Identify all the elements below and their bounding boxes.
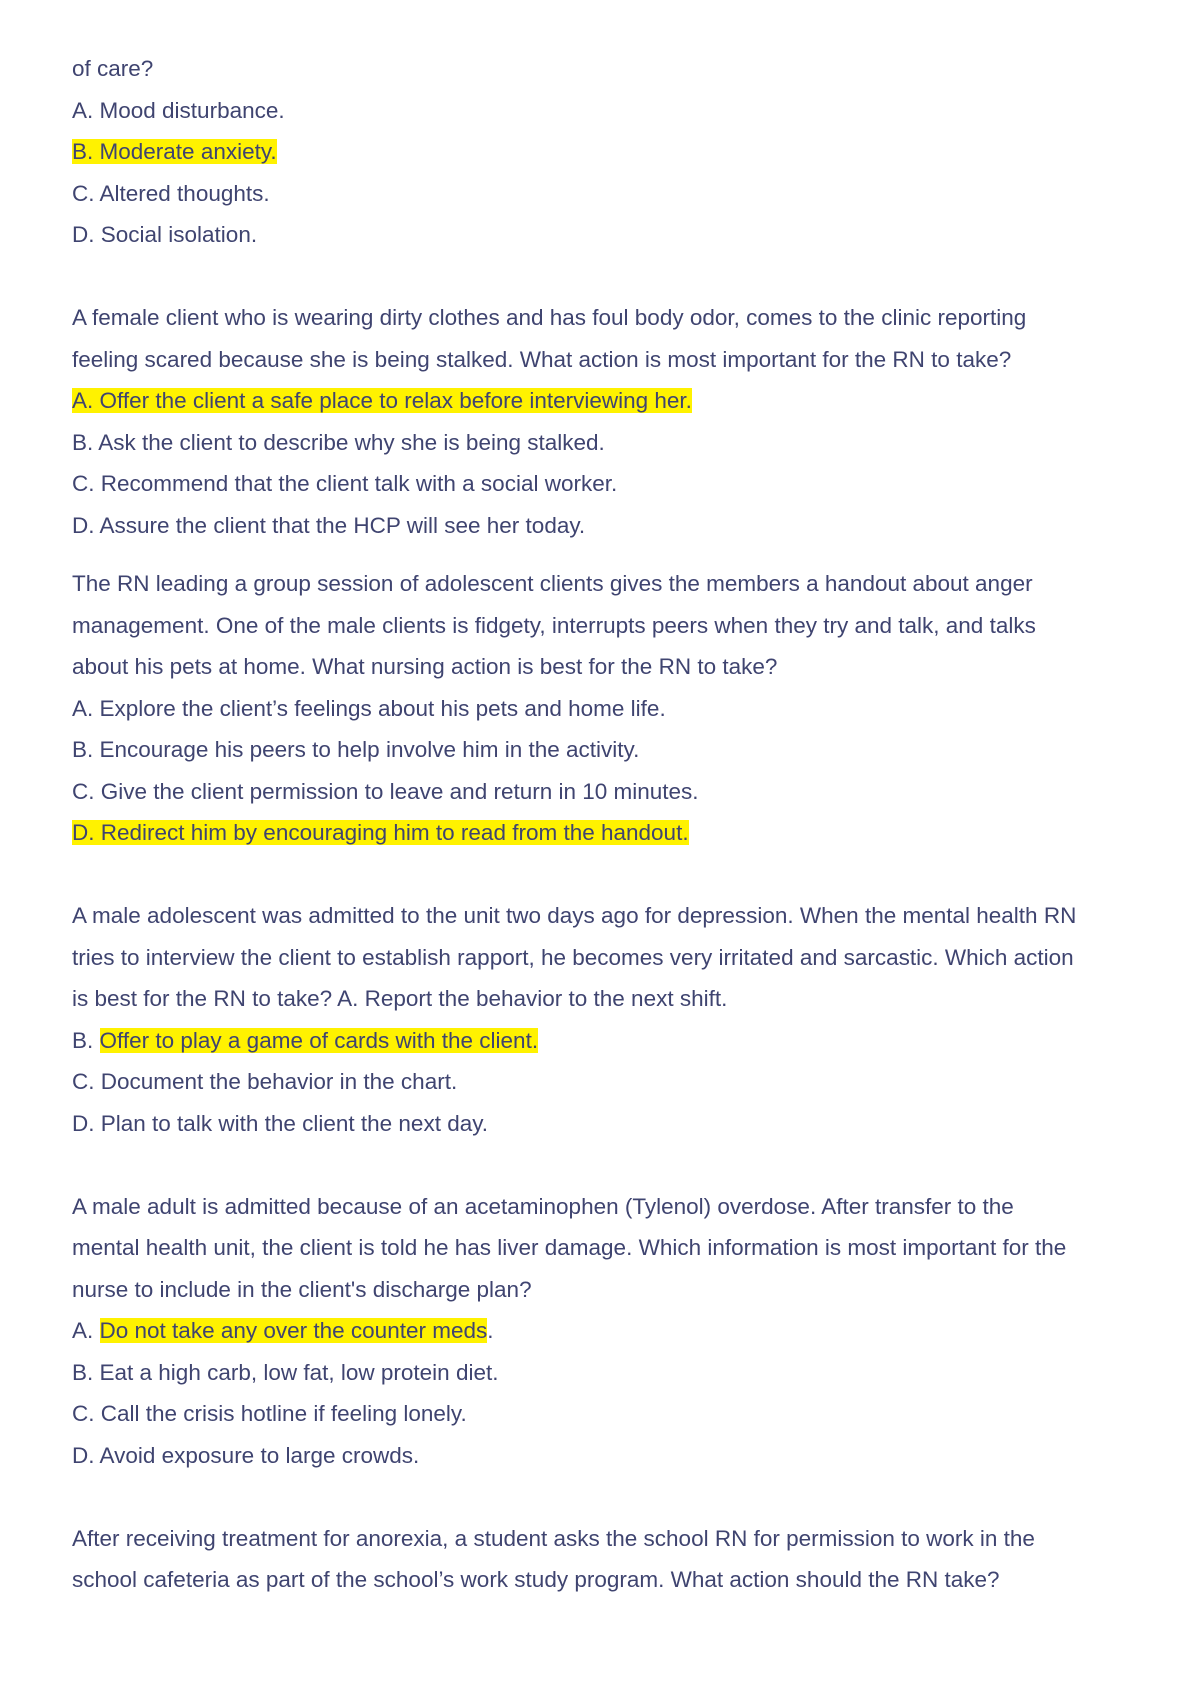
option-prefix: B. <box>72 1027 100 1053</box>
document-page <box>72 48 1152 1601</box>
question-stem-tail: of care? <box>72 56 154 81</box>
option-a: A. Explore the client’s feelings about his pets and home life. <box>72 695 666 721</box>
option-a-answer <box>72 380 1152 422</box>
option-d: D. Plan to talk with the client the next day. <box>72 1110 489 1136</box>
question-block-4 <box>72 1186 1152 1477</box>
option-suffix: . <box>487 1318 494 1343</box>
option-b: B. Ask the client to describe why she is being stalked. <box>72 429 605 455</box>
option-prefix: A. <box>72 1318 100 1343</box>
option-b-answer <box>72 1020 1152 1062</box>
question-block-2 <box>72 563 1152 854</box>
answer-highlight: B. Moderate anxiety. <box>72 139 277 164</box>
question-stem-line: management. One of the male clients is fidgety, interrupts peers when they try and talk, and talks <box>72 612 1036 638</box>
option-c: C. Recommend that the client talk with a social worker. <box>72 471 618 496</box>
question-stem-line: A female client who is wearing dirty clothes and has foul body odor, comes to the clinic reporting <box>72 305 1027 330</box>
question-stem-line: school cafeteria as part of the school’s work study program. What action should the RN take? <box>72 1567 1000 1592</box>
question-block-5 <box>72 1518 1152 1601</box>
option-d-answer <box>72 812 1152 854</box>
option-c: C. Call the crisis hotline if feeling lonely. <box>72 1401 467 1426</box>
question-stem-line: tries to interview the client to establish rapport, he becomes very irritated and sarcastic. Which action <box>72 944 1074 970</box>
answer-highlight: Offer to play a game of cards with the client. <box>99 1027 539 1053</box>
question-stem-line: After receiving treatment for anorexia, a student asks the school RN for permission to work in the <box>72 1525 1035 1551</box>
answer-highlight: A. Offer the client a safe place to relax before interviewing her. <box>72 388 692 413</box>
question-block-3 <box>72 895 1152 1144</box>
question-stem-line: The RN leading a group session of adolescent clients gives the members a handout about anger <box>72 571 1033 596</box>
question-stem-line: is best for the RN to take? A. Report the behavior to the next shift. <box>72 986 728 1011</box>
option-c: C. Document the behavior in the chart. <box>72 1069 458 1094</box>
option-c: C. Altered thoughts. <box>72 180 270 206</box>
question-block-0 <box>72 48 1152 256</box>
question-stem-line: A male adult is admitted because of an acetaminophen (Tylenol) overdose. After transfer to the <box>72 1193 1014 1219</box>
answer-highlight: D. Redirect him by encouraging him to read from the handout. <box>72 820 689 845</box>
question-stem-line: mental health unit, the client is told he has liver damage. Which information is most important for the <box>72 1235 1067 1260</box>
question-stem-line: about his pets at home. What nursing action is best for the RN to take? <box>72 654 778 679</box>
option-d: D. Social isolation. <box>72 222 258 247</box>
question-block-1 <box>72 297 1152 546</box>
option-c: C. Give the client permission to leave and return in 10 minutes. <box>72 778 699 804</box>
option-a: A. Mood disturbance. <box>72 97 285 123</box>
answer-highlight: Do not take any over the counter meds <box>99 1318 488 1343</box>
option-d: D. Avoid exposure to large crowds. <box>72 1442 420 1468</box>
option-b: B. Eat a high carb, low fat, low protein diet. <box>72 1359 499 1385</box>
option-b-answer <box>72 131 1152 173</box>
question-stem-line: nurse to include in the client's discharge plan? <box>72 1276 532 1302</box>
option-d: D. Assure the client that the HCP will see her today. <box>72 512 586 538</box>
question-stem-line: A male adolescent was admitted to the unit two days ago for depression. When the mental health RN <box>72 903 1077 928</box>
question-stem-line: feeling scared because she is being stalked. What action is most important for the RN to take? <box>72 346 1012 372</box>
option-a-answer <box>72 1310 1152 1352</box>
option-b: B. Encourage his peers to help involve him in the activity. <box>72 737 640 762</box>
